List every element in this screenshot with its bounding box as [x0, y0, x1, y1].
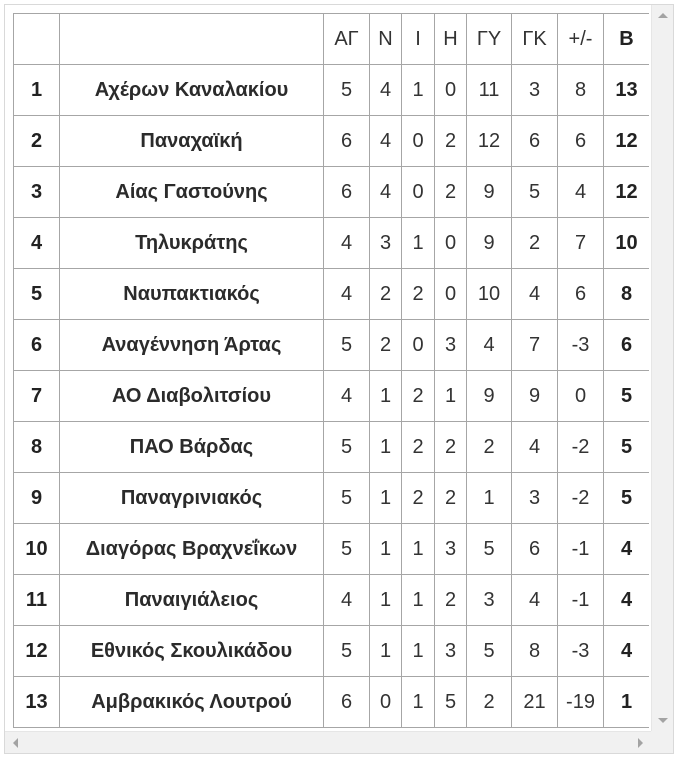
cell-losses: 3 — [435, 320, 467, 371]
cell-points: 5 — [604, 473, 650, 524]
cell-goals-for: 9 — [467, 371, 512, 422]
cell-team: Αμβρακικός Λουτρού — [60, 677, 324, 728]
cell-draws: 1 — [402, 65, 435, 116]
cell-points: 4 — [604, 626, 650, 677]
table-row — [14, 524, 650, 575]
cell-draws: 0 — [402, 320, 435, 371]
cell-wins: 1 — [370, 575, 402, 626]
cell-team: Αναγέννηση Άρτας — [60, 320, 324, 371]
cell-team: Τηλυκράτης — [60, 218, 324, 269]
cell-goal-diff: 7 — [558, 218, 604, 269]
cell-position: 11 — [14, 575, 60, 626]
cell-draws: 2 — [402, 269, 435, 320]
cell-played: 5 — [324, 65, 370, 116]
header-draws: Ι — [402, 14, 435, 65]
table-row — [14, 626, 650, 677]
cell-position: 4 — [14, 218, 60, 269]
cell-played: 5 — [324, 626, 370, 677]
cell-goals-for: 10 — [467, 269, 512, 320]
cell-goal-diff: 8 — [558, 65, 604, 116]
header-goals-for: ΓΥ — [467, 14, 512, 65]
cell-points: 13 — [604, 65, 650, 116]
cell-goals-for: 2 — [467, 422, 512, 473]
table-row — [14, 371, 650, 422]
cell-position: 5 — [14, 269, 60, 320]
cell-played: 5 — [324, 473, 370, 524]
cell-losses: 2 — [435, 167, 467, 218]
cell-goals-for: 5 — [467, 626, 512, 677]
scrollbar-corner — [651, 731, 673, 753]
cell-position: 1 — [14, 65, 60, 116]
cell-played: 6 — [324, 677, 370, 728]
cell-losses: 3 — [435, 524, 467, 575]
cell-wins: 4 — [370, 116, 402, 167]
cell-position: 12 — [14, 626, 60, 677]
cell-position: 3 — [14, 167, 60, 218]
cell-goal-diff: -3 — [558, 626, 604, 677]
cell-wins: 1 — [370, 626, 402, 677]
cell-wins: 2 — [370, 269, 402, 320]
table-row — [14, 65, 650, 116]
cell-team: ΑΟ Διαβολιτσίου — [60, 371, 324, 422]
cell-losses: 3 — [435, 626, 467, 677]
cell-goals-for: 9 — [467, 167, 512, 218]
cell-goal-diff: -3 — [558, 320, 604, 371]
vertical-scrollbar[interactable] — [651, 5, 673, 731]
table-row — [14, 473, 650, 524]
cell-draws: 0 — [402, 167, 435, 218]
cell-goals-for: 11 — [467, 65, 512, 116]
cell-goal-diff: 4 — [558, 167, 604, 218]
cell-played: 4 — [324, 218, 370, 269]
cell-goal-diff: 6 — [558, 269, 604, 320]
cell-team: Διαγόρας Βραχνεΐκων — [60, 524, 324, 575]
cell-team: ΠΑΟ Βάρδας — [60, 422, 324, 473]
cell-goal-diff: -1 — [558, 575, 604, 626]
cell-losses: 5 — [435, 677, 467, 728]
table-row — [14, 167, 650, 218]
standings-table — [13, 13, 649, 728]
cell-goal-diff: -2 — [558, 473, 604, 524]
cell-team: Παναιγιάλειος — [60, 575, 324, 626]
table-row — [14, 422, 650, 473]
cell-position: 8 — [14, 422, 60, 473]
horizontal-scrollbar[interactable] — [5, 731, 651, 753]
chevron-down-icon[interactable] — [658, 718, 668, 723]
cell-draws: 1 — [402, 218, 435, 269]
cell-wins: 2 — [370, 320, 402, 371]
cell-goal-diff: -19 — [558, 677, 604, 728]
table-row — [14, 575, 650, 626]
header-team — [60, 14, 324, 65]
table-row — [14, 320, 650, 371]
cell-losses: 2 — [435, 116, 467, 167]
cell-team: Ναυπακτιακός — [60, 269, 324, 320]
cell-goals-for: 1 — [467, 473, 512, 524]
cell-points: 12 — [604, 167, 650, 218]
header-row — [14, 14, 650, 65]
cell-goals-against: 5 — [512, 167, 558, 218]
cell-points: 1 — [604, 677, 650, 728]
header-goals-against: ΓΚ — [512, 14, 558, 65]
cell-wins: 1 — [370, 473, 402, 524]
cell-losses: 2 — [435, 422, 467, 473]
cell-draws: 1 — [402, 626, 435, 677]
cell-goals-for: 3 — [467, 575, 512, 626]
table-row — [14, 218, 650, 269]
cell-position: 9 — [14, 473, 60, 524]
cell-played: 5 — [324, 422, 370, 473]
cell-points: 4 — [604, 575, 650, 626]
header-losses: Η — [435, 14, 467, 65]
cell-position: 13 — [14, 677, 60, 728]
cell-goal-diff: -2 — [558, 422, 604, 473]
cell-goal-diff: 6 — [558, 116, 604, 167]
cell-points: 12 — [604, 116, 650, 167]
cell-goals-for: 2 — [467, 677, 512, 728]
cell-position: 6 — [14, 320, 60, 371]
cell-team: Παναγρινιακός — [60, 473, 324, 524]
cell-goals-against: 4 — [512, 269, 558, 320]
cell-goals-for: 12 — [467, 116, 512, 167]
cell-team: Εθνικός Σκουλικάδου — [60, 626, 324, 677]
cell-goals-for: 4 — [467, 320, 512, 371]
cell-draws: 1 — [402, 575, 435, 626]
cell-points: 8 — [604, 269, 650, 320]
cell-draws: 2 — [402, 371, 435, 422]
cell-points: 4 — [604, 524, 650, 575]
standings-widget — [4, 4, 674, 754]
cell-played: 5 — [324, 320, 370, 371]
cell-wins: 1 — [370, 422, 402, 473]
cell-losses: 0 — [435, 218, 467, 269]
cell-wins: 0 — [370, 677, 402, 728]
cell-goals-against: 21 — [512, 677, 558, 728]
cell-wins: 3 — [370, 218, 402, 269]
cell-draws: 1 — [402, 677, 435, 728]
cell-played: 5 — [324, 524, 370, 575]
cell-goals-for: 5 — [467, 524, 512, 575]
chevron-up-icon[interactable] — [658, 13, 668, 18]
cell-goal-diff: 0 — [558, 371, 604, 422]
cell-team: Παναχαϊκή — [60, 116, 324, 167]
cell-draws: 2 — [402, 422, 435, 473]
cell-goals-against: 6 — [512, 116, 558, 167]
cell-goals-against: 3 — [512, 65, 558, 116]
standings-viewport — [13, 13, 649, 729]
cell-goals-against: 4 — [512, 422, 558, 473]
cell-goals-against: 2 — [512, 218, 558, 269]
cell-goals-against: 8 — [512, 626, 558, 677]
cell-goals-against: 3 — [512, 473, 558, 524]
cell-wins: 4 — [370, 167, 402, 218]
cell-played: 4 — [324, 575, 370, 626]
cell-team: Αίας Γαστούνης — [60, 167, 324, 218]
chevron-right-icon[interactable] — [638, 738, 643, 748]
chevron-left-icon[interactable] — [13, 738, 18, 748]
cell-goals-against: 7 — [512, 320, 558, 371]
header-points: Β — [604, 14, 650, 65]
cell-points: 5 — [604, 422, 650, 473]
cell-wins: 1 — [370, 524, 402, 575]
cell-losses: 0 — [435, 269, 467, 320]
cell-played: 6 — [324, 116, 370, 167]
cell-goals-for: 9 — [467, 218, 512, 269]
cell-goals-against: 9 — [512, 371, 558, 422]
header-goal-diff: +/- — [558, 14, 604, 65]
table-row — [14, 269, 650, 320]
cell-position: 2 — [14, 116, 60, 167]
cell-losses: 1 — [435, 371, 467, 422]
cell-losses: 2 — [435, 473, 467, 524]
cell-team: Αχέρων Καναλακίου — [60, 65, 324, 116]
cell-played: 4 — [324, 269, 370, 320]
cell-points: 6 — [604, 320, 650, 371]
table-row — [14, 116, 650, 167]
cell-points: 5 — [604, 371, 650, 422]
cell-position: 7 — [14, 371, 60, 422]
cell-draws: 1 — [402, 524, 435, 575]
table-row — [14, 677, 650, 728]
cell-losses: 2 — [435, 575, 467, 626]
cell-wins: 4 — [370, 65, 402, 116]
cell-points: 10 — [604, 218, 650, 269]
cell-played: 4 — [324, 371, 370, 422]
cell-goals-against: 4 — [512, 575, 558, 626]
cell-played: 6 — [324, 167, 370, 218]
cell-wins: 1 — [370, 371, 402, 422]
cell-losses: 0 — [435, 65, 467, 116]
cell-draws: 0 — [402, 116, 435, 167]
cell-goal-diff: -1 — [558, 524, 604, 575]
cell-draws: 2 — [402, 473, 435, 524]
header-position — [14, 14, 60, 65]
header-played: ΑΓ — [324, 14, 370, 65]
cell-position: 10 — [14, 524, 60, 575]
header-wins: Ν — [370, 14, 402, 65]
cell-goals-against: 6 — [512, 524, 558, 575]
